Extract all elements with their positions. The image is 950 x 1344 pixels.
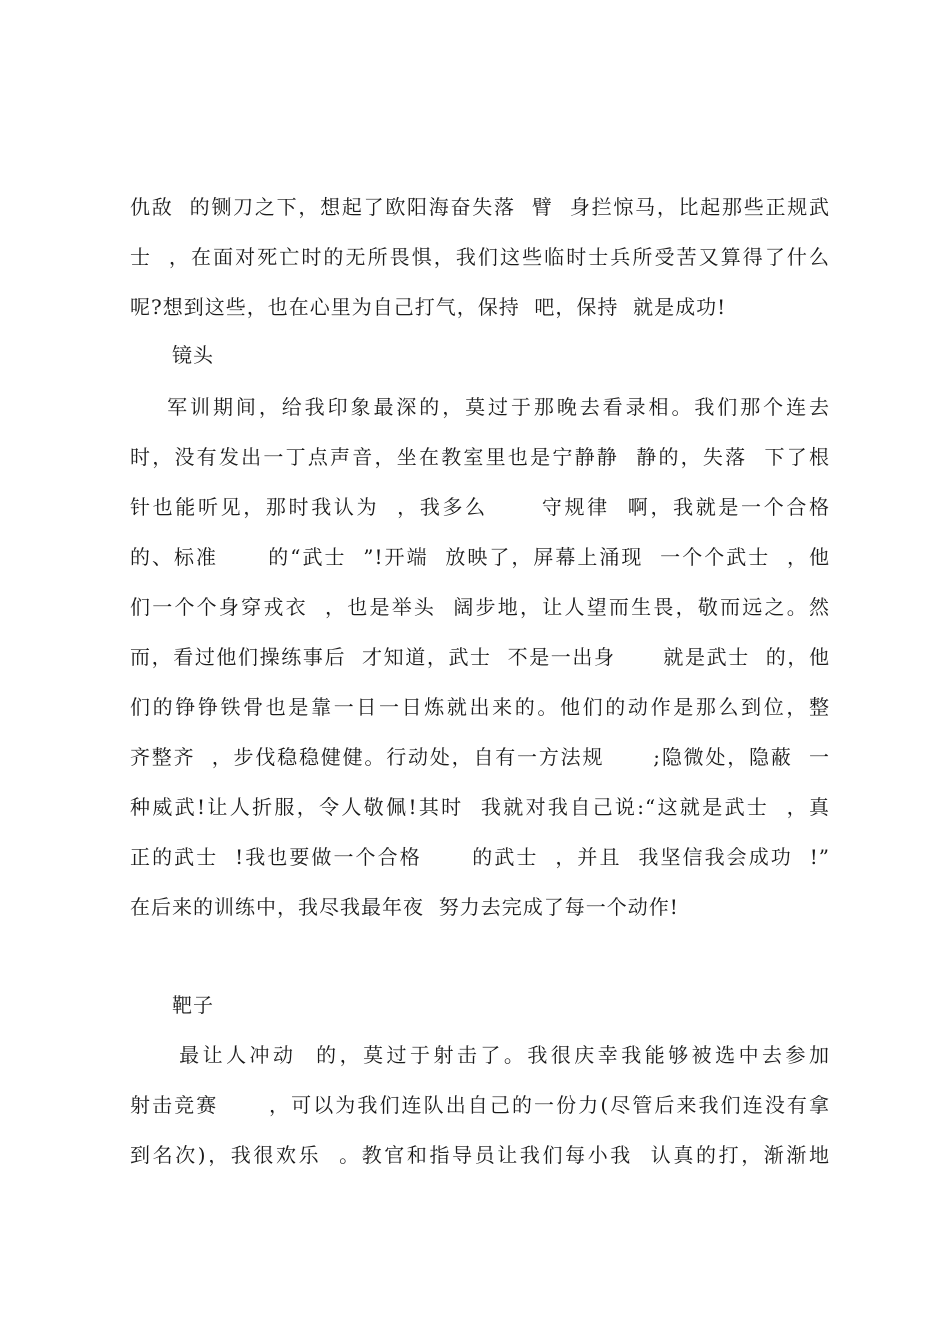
paragraph-2-line-11: 在后来的训练中，我尽我最年夜 努力去完成了每一个动作!: [130, 895, 679, 919]
paragraph-1-line-2: 士 ，在面对死亡时的无所畏惧，我们这些临时士兵所受苦又算得了什么: [130, 245, 830, 269]
paragraph-3-line-1: 最让人冲动 的，莫过于射击了。我很庆幸我能够被选中去参加: [130, 1043, 830, 1067]
paragraph-2-line-8: 齐整齐 ，步伐稳稳健健。行动处，自有一方法规 ;隐微处，隐蔽 一: [130, 745, 830, 769]
paragraph-1-line-3: 呢?想到这些，也在心里为自己打气，保持 吧，保持 就是成功!: [130, 295, 727, 319]
paragraph-3-line-3: 到名次)，我很欢乐 。教官和指导员让我们每小我 认真的打，渐渐地: [130, 1143, 830, 1167]
paragraph-2-line-5: 们一个个身穿戎衣 ，也是举头 阔步地，让人望而生畏，敬而远之。然: [130, 595, 830, 619]
paragraph-2-line-6: 而，看过他们操练事后 才知道，武士 不是一出身 就是武士 的，他: [130, 645, 830, 669]
paragraph-2-line-2: 时，没有发出一丁点声音，坐在教室里也是宁静静 静的，失落 下了根: [130, 445, 830, 469]
heading-lens: 镜头: [172, 343, 214, 367]
paragraph-1-line-1: 仇敌 的铡刀之下，想起了欧阳海奋失落 臂 身拦惊马，比起那些正规武: [130, 195, 830, 219]
paragraph-2-line-4: 的、标准 的“武士 ”!开端 放映了，屏幕上涌现 一个个武士 ，他: [130, 545, 830, 569]
paragraph-2-line-7: 们的铮铮铁骨也是靠一日一日炼就出来的。他们的动作是那么到位，整: [130, 695, 830, 719]
heading-target: 靶子: [172, 993, 214, 1017]
paragraph-2-line-3: 针也能听见，那时我认为 ，我多么 守规律 啊，我就是一个合格: [130, 495, 830, 519]
paragraph-2-line-9: 种威武!让人折服，令人敬佩!其时 我就对我自己说:“这就是武士 ，真: [130, 795, 830, 819]
paragraph-2-line-1: 军训期间，给我印象最深的，莫过于那晚去看录相。我们那个连去: [130, 395, 830, 419]
paragraph-3-line-2: 射击竞赛 ，可以为我们连队出自己的一份力(尽管后来我们连没有拿: [130, 1093, 830, 1117]
paragraph-2-line-10: 正的武士 !我也要做一个合格 的武士 ，并且 我坚信我会成功 !”: [130, 845, 830, 869]
